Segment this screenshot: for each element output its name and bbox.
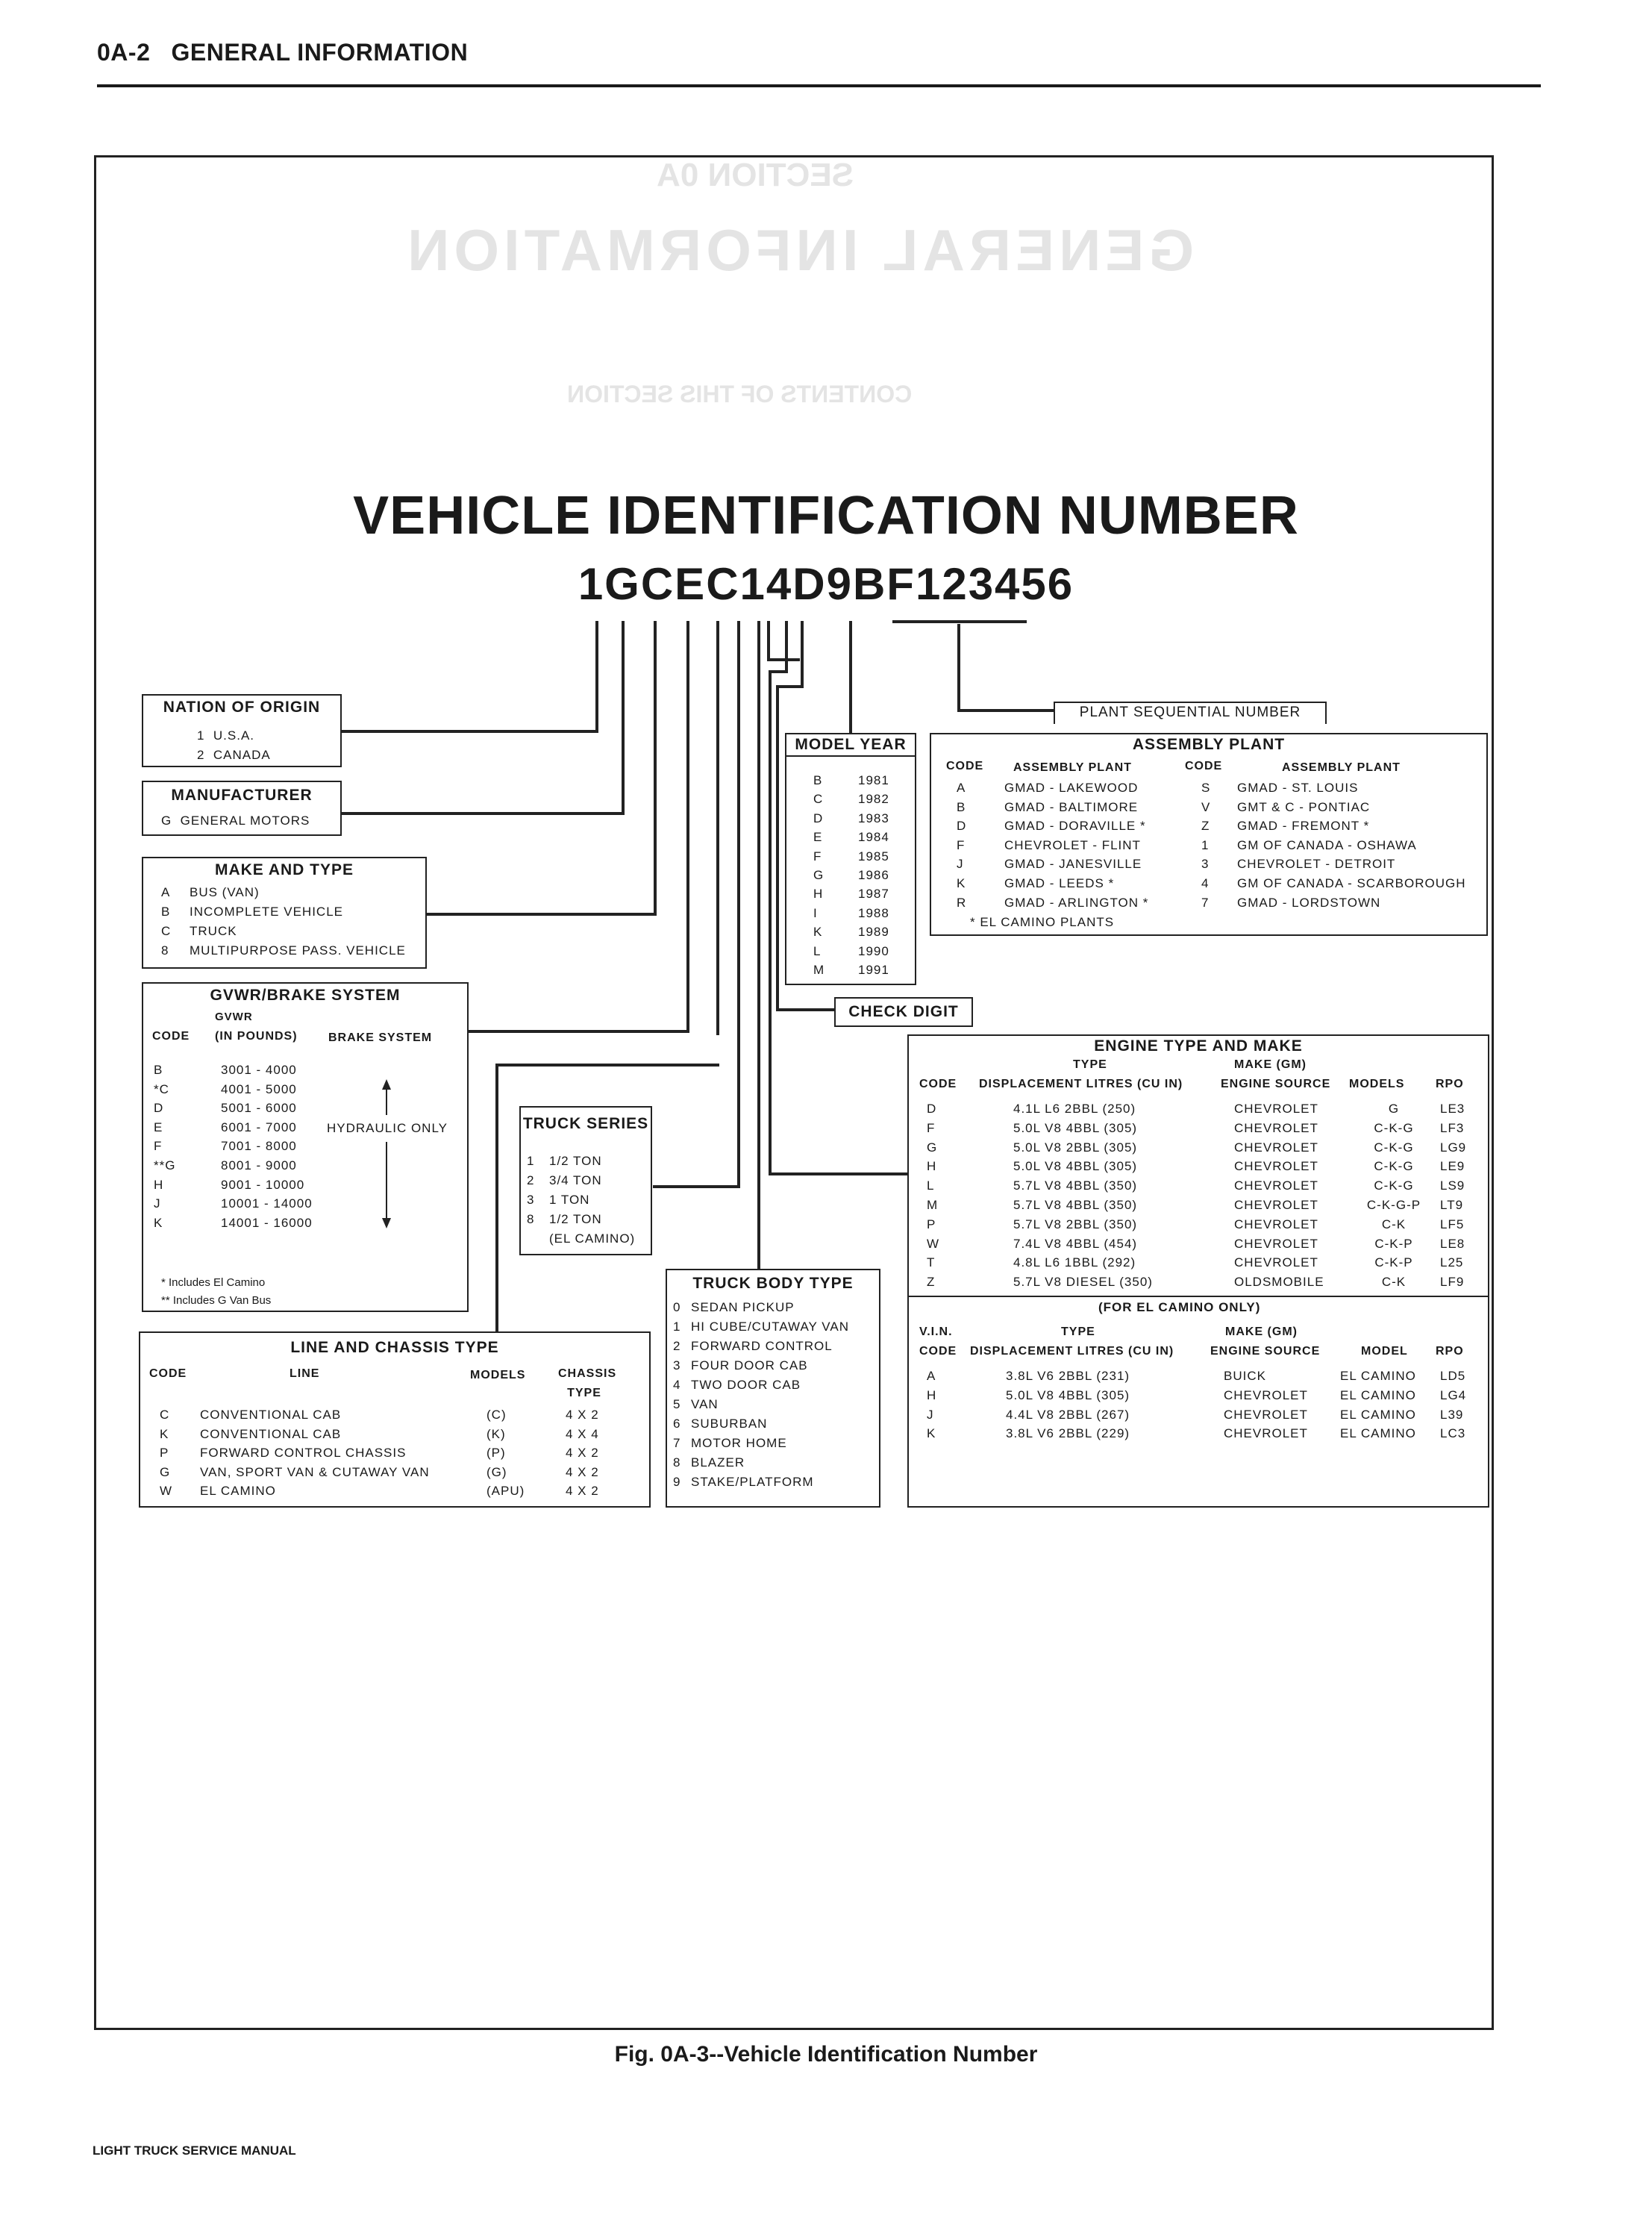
el-source: CHEVROLET — [1224, 1426, 1308, 1441]
body-label: HI CUBE/CUTAWAY VAN — [691, 1320, 850, 1334]
year-code: L — [813, 943, 822, 958]
assembly-code: K — [957, 876, 966, 890]
engine-disp: 5.0L V8 4BBL (305) — [1013, 1159, 1138, 1174]
series-code: 8 — [527, 1212, 535, 1226]
body-code: 5 — [673, 1397, 681, 1411]
line-code: P — [160, 1446, 169, 1461]
brake-range-line — [386, 1142, 387, 1220]
line-col-line: LINE — [290, 1367, 320, 1380]
engine-source: CHEVROLET — [1234, 1159, 1318, 1174]
year-value: 1991 — [858, 963, 889, 977]
body-label: VAN — [691, 1397, 719, 1411]
el-h-make: MAKE (GM) — [1225, 1325, 1298, 1338]
year-value: 1987 — [858, 887, 889, 902]
page-footer: LIGHT TRUCK SERVICE MANUAL — [93, 2143, 296, 2158]
assembly-col-code: CODE — [946, 760, 984, 772]
line-code: K — [160, 1426, 169, 1441]
assembly-plant: GMAD - DORAVILLE * — [1004, 819, 1146, 834]
engine-source: CHEVROLET — [1234, 1255, 1318, 1270]
body-code: 6 — [673, 1417, 681, 1431]
make-type-code: A — [161, 885, 171, 899]
line-col-code: CODE — [149, 1367, 187, 1380]
assembly-plant: GMT & C - PONTIAC — [1237, 799, 1371, 814]
gvwr-note: * Includes El Camino — [161, 1276, 266, 1289]
bleed-through-title: GENERAL INFORMATION — [403, 217, 1195, 283]
gvwr-range: 5001 - 6000 — [221, 1101, 297, 1116]
gvwr-code: F — [154, 1139, 163, 1154]
vin-underline — [892, 620, 1027, 623]
assembly-plant: GM OF CANADA - SCARBOROUGH — [1237, 876, 1466, 890]
el-col-source: ENGINE SOURCE — [1210, 1345, 1321, 1358]
make-type-code: C — [161, 924, 172, 938]
assembly-code: Z — [1201, 819, 1210, 834]
gvwr-brake-title: GVWR/BRAKE SYSTEM — [210, 987, 401, 1004]
engine-col-source: ENGINE SOURCE — [1221, 1078, 1331, 1090]
assembly-code: F — [957, 837, 966, 852]
engine-source: CHEVROLET — [1234, 1198, 1318, 1212]
engine-rpo: LF9 — [1440, 1275, 1465, 1290]
engine-rpo: LE3 — [1440, 1102, 1465, 1116]
engine-code: T — [927, 1255, 936, 1270]
body-label: FOUR DOOR CAB — [691, 1358, 808, 1373]
body-label: TWO DOOR CAB — [691, 1378, 801, 1392]
assembly-code: D — [957, 819, 967, 834]
engine-disp: 4.1L L6 2BBL (250) — [1013, 1102, 1136, 1116]
el-model: EL CAMINO — [1340, 1407, 1416, 1422]
line-col-chassis: CHASSIS TYPE — [558, 1367, 617, 1399]
gvwr-range: 9001 - 10000 — [221, 1177, 305, 1192]
body-code: 7 — [673, 1436, 681, 1450]
el-rpo: L39 — [1440, 1407, 1464, 1422]
series-label: (EL CAMINO) — [549, 1231, 636, 1246]
engine-source: CHEVROLET — [1234, 1120, 1318, 1135]
assembly-plant: CHEVROLET - DETROIT — [1237, 857, 1396, 872]
engine-h-type: TYPE — [1073, 1058, 1107, 1071]
year-value: 1988 — [858, 905, 889, 920]
line-chassis: 4 X 2 — [566, 1446, 599, 1461]
truck-series-title: TRUCK SERIES — [522, 1115, 649, 1132]
line-name: CONVENTIONAL CAB — [200, 1426, 342, 1441]
series-code: 2 — [527, 1173, 535, 1187]
line-name: VAN, SPORT VAN & CUTAWAY VAN — [200, 1464, 430, 1479]
engine-disp: 5.7L V8 2BBL (350) — [1013, 1217, 1138, 1231]
connector-line — [957, 709, 1054, 712]
year-code: H — [813, 887, 824, 902]
engine-code: M — [927, 1198, 939, 1212]
manufacturer-box — [142, 781, 342, 836]
connector-line — [776, 1008, 834, 1011]
connector-line — [716, 621, 719, 1035]
year-code: I — [813, 905, 818, 920]
make-type-label: TRUCK — [190, 924, 237, 938]
body-code: 0 — [673, 1300, 681, 1314]
gvwr-range: 8001 - 9000 — [221, 1158, 297, 1172]
connector-line — [957, 624, 960, 711]
body-label: FORWARD CONTROL — [691, 1339, 833, 1353]
series-code: 3 — [527, 1193, 535, 1207]
bleed-through-contents: CONTENTS OF THIS SECTION — [567, 381, 913, 407]
gvwr-col-label: GVWR — [215, 1011, 253, 1023]
make-type-code: 8 — [161, 943, 169, 958]
engine-code: Z — [927, 1275, 936, 1290]
connector-line — [467, 1030, 689, 1033]
engine-rpo: LS9 — [1440, 1178, 1465, 1193]
make-type-label: INCOMPLETE VEHICLE — [190, 905, 343, 919]
series-label: 1/2 TON — [549, 1154, 602, 1168]
gvwr-range: 7001 - 8000 — [221, 1139, 297, 1154]
gvwr-code: H — [154, 1177, 164, 1192]
nation-item: 2 CANADA — [197, 748, 271, 762]
model-year-title: MODEL YEAR — [786, 736, 915, 757]
connector-line — [776, 685, 804, 688]
gvwr-note: ** Includes G Van Bus — [161, 1294, 272, 1307]
assembly-note: * EL CAMINO PLANTS — [970, 915, 1115, 929]
gvwr-col-pounds: (IN POUNDS) — [215, 1030, 298, 1043]
line-models: (APU) — [486, 1484, 525, 1499]
line-chassis: 4 X 4 — [566, 1426, 599, 1441]
assembly-code: V — [1201, 799, 1211, 814]
engine-disp: 4.8L L6 1BBL (292) — [1013, 1255, 1136, 1270]
body-code: 4 — [673, 1378, 681, 1392]
engine-code: D — [927, 1102, 937, 1116]
engine-h-make: MAKE (GM) — [1234, 1058, 1307, 1071]
line-chassis: 4 X 2 — [566, 1408, 599, 1422]
assembly-plant: CHEVROLET - FLINT — [1004, 837, 1141, 852]
assembly-plant-box — [930, 733, 1488, 936]
engine-rpo: LG9 — [1440, 1140, 1467, 1155]
year-code: K — [813, 925, 823, 940]
el-h-vin: V.I.N. — [919, 1325, 953, 1338]
connector-line — [654, 621, 657, 916]
connector-line — [653, 1185, 740, 1188]
make-type-code: B — [161, 905, 171, 919]
brake-system-value: HYDRAULIC ONLY — [327, 1121, 448, 1135]
engine-code: P — [927, 1217, 936, 1231]
connector-line — [495, 1064, 498, 1336]
assembly-code: A — [957, 781, 966, 795]
engine-models: C-K — [1381, 1217, 1407, 1231]
gvwr-code: E — [154, 1120, 163, 1134]
body-code: 2 — [673, 1339, 681, 1353]
body-code: 9 — [673, 1475, 681, 1489]
engine-disp: 5.0L V8 4BBL (305) — [1013, 1120, 1138, 1135]
el-col-model: MODEL — [1361, 1345, 1408, 1358]
year-code: C — [813, 792, 824, 807]
engine-col-models: MODELS — [1349, 1078, 1405, 1090]
line-chassis-title: LINE AND CHASSIS TYPE — [290, 1339, 499, 1356]
page-header — [97, 39, 468, 66]
el-rpo: LC3 — [1440, 1426, 1466, 1441]
engine-rpo: LT9 — [1440, 1198, 1464, 1212]
gvwr-range: 14001 - 16000 — [221, 1215, 313, 1230]
connector-line — [769, 670, 788, 673]
year-value: 1989 — [858, 925, 889, 940]
body-code: 8 — [673, 1455, 681, 1470]
connector-line — [767, 621, 770, 660]
gvwr-brake-box — [142, 982, 469, 1312]
engine-source: CHEVROLET — [1234, 1178, 1318, 1193]
el-model: EL CAMINO — [1340, 1387, 1416, 1402]
bleed-through-section: SECTION 0A — [657, 157, 854, 193]
connector-line — [686, 621, 689, 1033]
line-models: (C) — [486, 1408, 507, 1422]
assembly-col-plant: ASSEMBLY PLANT — [1013, 761, 1132, 774]
line-models: (K) — [486, 1426, 506, 1441]
gvwr-code: **G — [154, 1158, 176, 1172]
engine-col-disp: DISPLACEMENT LITRES (CU IN) — [979, 1078, 1183, 1090]
year-value: 1984 — [858, 830, 889, 845]
header-rule — [97, 84, 1541, 87]
el-source: CHEVROLET — [1224, 1387, 1308, 1402]
brake-range-line — [386, 1088, 387, 1115]
engine-disp: 5.7L V8 4BBL (350) — [1013, 1198, 1138, 1212]
assembly-plant-title: ASSEMBLY PLANT — [1132, 736, 1286, 753]
line-models: (P) — [486, 1446, 506, 1461]
section-number: 0A-2 — [97, 39, 151, 66]
connector-line — [595, 621, 598, 733]
connector-line — [801, 621, 804, 688]
engine-code: L — [927, 1178, 935, 1193]
make-type-label: MULTIPURPOSE PASS. VEHICLE — [190, 943, 406, 958]
engine-col-code: CODE — [919, 1078, 957, 1090]
plant-sequential-label: PLANT SEQUENTIAL NUMBER — [1054, 702, 1327, 724]
engine-rpo: LF5 — [1440, 1217, 1465, 1231]
assembly-code: J — [957, 857, 964, 872]
year-value: 1985 — [858, 849, 889, 864]
engine-models: C-K-G — [1374, 1178, 1414, 1193]
el-code: A — [927, 1369, 936, 1383]
year-value: 1986 — [858, 868, 889, 882]
connector-line — [776, 687, 779, 1011]
engine-rpo: LE8 — [1440, 1236, 1465, 1251]
el-col-code: CODE — [919, 1345, 957, 1358]
body-label: SEDAN PICKUP — [691, 1300, 795, 1314]
engine-source: CHEVROLET — [1234, 1102, 1318, 1116]
el-model: EL CAMINO — [1340, 1426, 1416, 1441]
engine-models: C-K-G — [1374, 1159, 1414, 1174]
assembly-col-code: CODE — [1185, 760, 1223, 772]
line-code: C — [160, 1408, 170, 1422]
series-label: 3/4 TON — [549, 1173, 602, 1187]
el-h-type: TYPE — [1061, 1325, 1095, 1338]
year-code: G — [813, 868, 825, 882]
assembly-code: 1 — [1201, 837, 1210, 852]
connector-line — [495, 1064, 719, 1067]
el-source: BUICK — [1224, 1369, 1266, 1383]
line-chassis: 4 X 2 — [566, 1484, 599, 1499]
make-type-label: BUS (VAN) — [190, 885, 260, 899]
engine-code: G — [927, 1140, 938, 1155]
engine-disp: 5.7L V8 4BBL (350) — [1013, 1178, 1138, 1193]
assembly-plant: GMAD - ARLINGTON * — [1004, 895, 1149, 910]
assembly-code: 3 — [1201, 857, 1210, 872]
connector-line — [425, 913, 657, 916]
year-value: 1982 — [858, 792, 889, 807]
engine-models: C-K-G-P — [1366, 1198, 1421, 1212]
engine-disp: 7.4L V8 4BBL (454) — [1013, 1236, 1138, 1251]
el-rpo: LG4 — [1440, 1387, 1467, 1402]
gvwr-code: *C — [154, 1081, 169, 1096]
el-disp: 3.8L V6 2BBL (231) — [1006, 1369, 1130, 1383]
engine-type-title: ENGINE TYPE AND MAKE — [1094, 1037, 1303, 1055]
truck-body-title: TRUCK BODY TYPE — [692, 1275, 854, 1292]
gvwr-range: 3001 - 4000 — [221, 1063, 297, 1077]
assembly-code: R — [957, 895, 967, 910]
engine-disp: 5.0L V8 2BBL (305) — [1013, 1140, 1138, 1155]
engine-rpo: LF3 — [1440, 1120, 1465, 1135]
line-name: CONVENTIONAL CAB — [200, 1408, 342, 1422]
figure-title: VEHICLE IDENTIFICATION NUMBER — [353, 486, 1299, 546]
assembly-plant: GMAD - BALTIMORE — [1004, 799, 1139, 814]
line-code: G — [160, 1464, 171, 1479]
engine-rpo: LE9 — [1440, 1159, 1465, 1174]
el-disp: 4.4L V8 2BBL (267) — [1006, 1407, 1130, 1422]
el-disp: 5.0L V8 4BBL (305) — [1006, 1387, 1130, 1402]
gvwr-code: B — [154, 1063, 163, 1077]
line-name: EL CAMINO — [200, 1484, 276, 1499]
el-disp: 3.8L V6 2BBL (229) — [1006, 1426, 1130, 1441]
engine-code: W — [927, 1236, 940, 1251]
series-label: 1/2 TON — [549, 1212, 602, 1226]
body-label: BLAZER — [691, 1455, 745, 1470]
engine-type-box — [907, 1034, 1489, 1508]
engine-disp: 5.7L V8 DIESEL (350) — [1013, 1275, 1153, 1290]
year-code: E — [813, 830, 823, 845]
manufacturer-item: G GENERAL MOTORS — [161, 814, 310, 828]
gvwr-col-code: CODE — [152, 1030, 190, 1043]
el-code: K — [927, 1426, 936, 1441]
engine-source: CHEVROLET — [1234, 1236, 1318, 1251]
gvwr-range: 10001 - 14000 — [221, 1196, 313, 1211]
assembly-plant: GMAD - JANESVILLE — [1004, 857, 1142, 872]
year-code: B — [813, 773, 823, 787]
truck-series-box — [519, 1106, 652, 1255]
year-value: 1983 — [858, 811, 889, 825]
make-and-type-title: MAKE AND TYPE — [214, 861, 354, 878]
engine-code: F — [927, 1120, 936, 1135]
truck-body-box — [666, 1269, 880, 1508]
assembly-plant: GMAD - LAKEWOOD — [1004, 781, 1139, 795]
assembly-col-plant: ASSEMBLY PLANT — [1282, 761, 1401, 774]
connector-line — [767, 658, 800, 661]
model-year-box — [785, 733, 916, 985]
engine-source: CHEVROLET — [1234, 1140, 1318, 1155]
assembly-plant: GM OF CANADA - OSHAWA — [1237, 837, 1417, 852]
el-model: EL CAMINO — [1340, 1369, 1416, 1383]
connector-line — [340, 730, 598, 733]
manufacturer-title: MANUFACTURER — [171, 787, 313, 804]
engine-code: H — [927, 1159, 937, 1174]
connector-line — [757, 621, 760, 1278]
down-arrow-icon — [382, 1218, 391, 1228]
nation-of-origin-box — [142, 694, 342, 767]
connector-line — [849, 621, 852, 736]
body-label: STAKE/PLATFORM — [691, 1475, 814, 1489]
assembly-plant: GMAD - LORDSTOWN — [1237, 895, 1381, 910]
line-models: (G) — [486, 1464, 507, 1479]
assembly-plant: GMAD - ST. LOUIS — [1237, 781, 1359, 795]
engine-models: C-K-P — [1374, 1236, 1413, 1251]
el-col-disp: DISPLACEMENT LITRES (CU IN) — [970, 1345, 1174, 1358]
body-code: 1 — [673, 1320, 681, 1334]
el-camino-title: (FOR EL CAMINO ONLY) — [1098, 1300, 1261, 1314]
connector-line — [737, 621, 740, 1188]
line-chassis: 4 X 2 — [566, 1464, 599, 1479]
connector-line — [785, 621, 788, 672]
engine-models: C-K-G — [1374, 1140, 1414, 1155]
section-title: GENERAL INFORMATION — [171, 39, 469, 66]
year-code: D — [813, 811, 824, 825]
gvwr-code: J — [154, 1196, 161, 1211]
year-value: 1990 — [858, 943, 889, 958]
el-rpo: LD5 — [1440, 1369, 1466, 1383]
line-code: W — [160, 1484, 173, 1499]
year-code: F — [813, 849, 822, 864]
make-and-type-box — [142, 857, 427, 969]
vin-example: 1GCEC14D9BF123456 — [578, 559, 1074, 609]
assembly-plant: GMAD - LEEDS * — [1004, 876, 1115, 890]
line-col-models: MODELS — [470, 1369, 526, 1381]
engine-models: C-K-G — [1374, 1120, 1414, 1135]
assembly-code: S — [1201, 781, 1211, 795]
body-label: SUBURBAN — [691, 1417, 768, 1431]
gvwr-code: K — [154, 1215, 163, 1230]
engine-col-rpo: RPO — [1436, 1078, 1464, 1090]
connector-line — [622, 621, 625, 815]
engine-source: OLDSMOBILE — [1234, 1275, 1324, 1290]
line-name: FORWARD CONTROL CHASSIS — [200, 1446, 407, 1461]
body-code: 3 — [673, 1358, 681, 1373]
connector-line — [769, 672, 772, 1175]
nation-of-origin-title: NATION OF ORIGIN — [163, 699, 321, 716]
line-chassis-box — [139, 1331, 651, 1508]
engine-models: C-K-P — [1374, 1255, 1413, 1270]
el-code: J — [927, 1407, 934, 1422]
assembly-code: B — [957, 799, 966, 814]
engine-divider — [909, 1296, 1488, 1297]
year-code: M — [813, 963, 825, 977]
nation-item: 1 U.S.A. — [197, 728, 255, 743]
connector-line — [340, 812, 625, 815]
assembly-plant: GMAD - FREMONT * — [1237, 819, 1370, 834]
engine-models: G — [1388, 1102, 1400, 1116]
gvwr-range: 4001 - 5000 — [221, 1081, 297, 1096]
engine-source: CHEVROLET — [1234, 1217, 1318, 1231]
gvwr-code: D — [154, 1101, 164, 1116]
engine-rpo: L25 — [1440, 1255, 1464, 1270]
el-col-rpo: RPO — [1436, 1345, 1464, 1358]
connector-line — [769, 1172, 907, 1175]
assembly-code: 7 — [1201, 895, 1210, 910]
series-label: 1 TON — [549, 1193, 590, 1207]
check-digit-label: CHECK DIGIT — [834, 997, 973, 1027]
engine-models: C-K — [1381, 1275, 1407, 1290]
series-code: 1 — [527, 1154, 535, 1168]
gvwr-range: 6001 - 7000 — [221, 1120, 297, 1134]
figure-caption: Fig. 0A-3--Vehicle Identification Number — [614, 2042, 1038, 2067]
assembly-code: 4 — [1201, 876, 1210, 890]
el-source: CHEVROLET — [1224, 1407, 1308, 1422]
el-code: H — [927, 1387, 937, 1402]
year-value: 1981 — [858, 773, 889, 787]
body-label: MOTOR HOME — [691, 1436, 787, 1450]
gvwr-col-brake: BRAKE SYSTEM — [328, 1031, 433, 1044]
